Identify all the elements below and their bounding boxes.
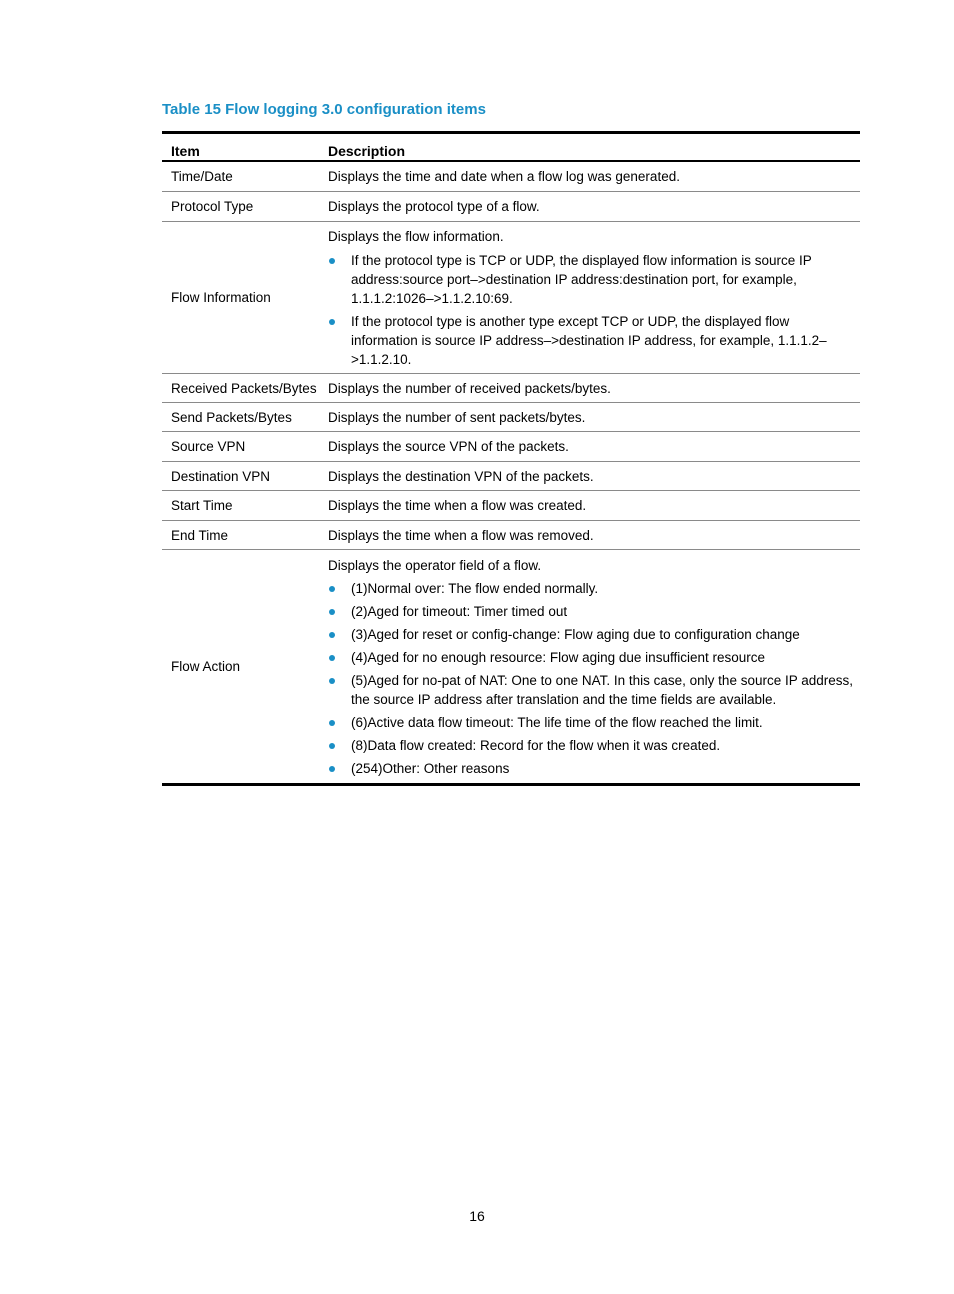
bullet-icon bbox=[329, 609, 335, 615]
header-item: Item bbox=[171, 143, 200, 159]
item-cell: Received Packets/Bytes bbox=[171, 380, 317, 396]
description-cell: Displays the protocol type of a flow. bbox=[328, 199, 540, 214]
bullet-icon bbox=[329, 720, 335, 726]
description-cell bbox=[328, 556, 860, 778]
table-row bbox=[162, 521, 860, 550]
list-item: If the protocol type is another type except TCP or UDP, the displayed flow information is source IP address–>destination IP address, for example, 1.1.1.2–>1.1.2.10. bbox=[328, 312, 854, 369]
item-cell: Source VPN bbox=[171, 439, 246, 454]
item-cell: End Time bbox=[171, 527, 229, 543]
description-cell: Displays the time and date when a flow log was generated. bbox=[328, 169, 680, 184]
description-cell: Displays the time when a flow was created. bbox=[328, 498, 587, 513]
list-item: (4)Aged for no enough resource: Flow aging due insufficient resource bbox=[328, 648, 854, 667]
table-row bbox=[162, 491, 860, 521]
item-cell: Protocol Type bbox=[171, 199, 254, 214]
bullet-icon bbox=[329, 655, 335, 661]
list-item: If the protocol type is TCP or UDP, the displayed flow information is source IP address:source port–>destination IP address:destination port, for example, 1.1.1.2:1026–>1.1.2.10:69. bbox=[328, 251, 854, 308]
list-item: (254)Other: Other reasons bbox=[328, 759, 854, 778]
bullet-list bbox=[328, 579, 854, 778]
item-cell: Send Packets/Bytes bbox=[171, 409, 292, 425]
table-row bbox=[162, 222, 860, 374]
table-row bbox=[162, 432, 860, 462]
table-header bbox=[162, 134, 860, 162]
description-cell: Displays the number of received packets/bytes. bbox=[328, 380, 611, 396]
item-cell: Time/Date bbox=[171, 169, 233, 184]
description-cell: Displays the time when a flow was removed. bbox=[328, 527, 594, 543]
description-cell bbox=[328, 227, 860, 369]
item-cell: Start Time bbox=[171, 498, 233, 513]
table-row bbox=[162, 550, 860, 783]
table-row bbox=[162, 374, 860, 403]
description-text: Displays the flow information. bbox=[328, 228, 504, 244]
bullet-icon bbox=[329, 766, 335, 772]
item-cell: Flow Action bbox=[171, 659, 241, 674]
description-text: Displays the operator field of a flow. bbox=[328, 557, 542, 573]
table-row bbox=[162, 403, 860, 432]
list-item: (3)Aged for reset or config-change: Flow aging due to configuration change bbox=[328, 625, 854, 644]
list-item: (5)Aged for no-pat of NAT: One to one NAT. In this case, only the source IP address, the source IP address after translation and the time fields are available. bbox=[328, 671, 854, 709]
bullet-icon bbox=[329, 632, 335, 638]
list-item: (2)Aged for timeout: Timer timed out bbox=[328, 602, 854, 621]
list-item: (8)Data flow created: Record for the flow when it was created. bbox=[328, 736, 854, 755]
item-cell: Destination VPN bbox=[171, 468, 271, 484]
header-description: Description bbox=[328, 143, 406, 159]
bullet-icon bbox=[329, 743, 335, 749]
table-row bbox=[162, 462, 860, 491]
list-item: (1)Normal over: The flow ended normally. bbox=[328, 579, 854, 598]
table-row bbox=[162, 162, 860, 192]
table-row bbox=[162, 192, 860, 222]
description-cell: Displays the destination VPN of the packets. bbox=[328, 468, 594, 484]
table-caption: Table 15 Flow logging 3.0 configuration items bbox=[162, 101, 486, 118]
item-cell: Flow Information bbox=[171, 290, 271, 305]
bullet-icon bbox=[329, 678, 335, 684]
config-items-table bbox=[162, 131, 860, 786]
description-cell: Displays the source VPN of the packets. bbox=[328, 439, 569, 454]
bullet-icon bbox=[329, 319, 335, 325]
list-item: (6)Active data flow timeout: The life time of the flow reached the limit. bbox=[328, 713, 854, 732]
page-number: 16 bbox=[469, 1208, 485, 1224]
bullet-icon bbox=[329, 586, 335, 592]
bullet-icon bbox=[329, 258, 335, 264]
bullet-list bbox=[328, 251, 854, 369]
description-cell: Displays the number of sent packets/bytes. bbox=[328, 409, 586, 425]
